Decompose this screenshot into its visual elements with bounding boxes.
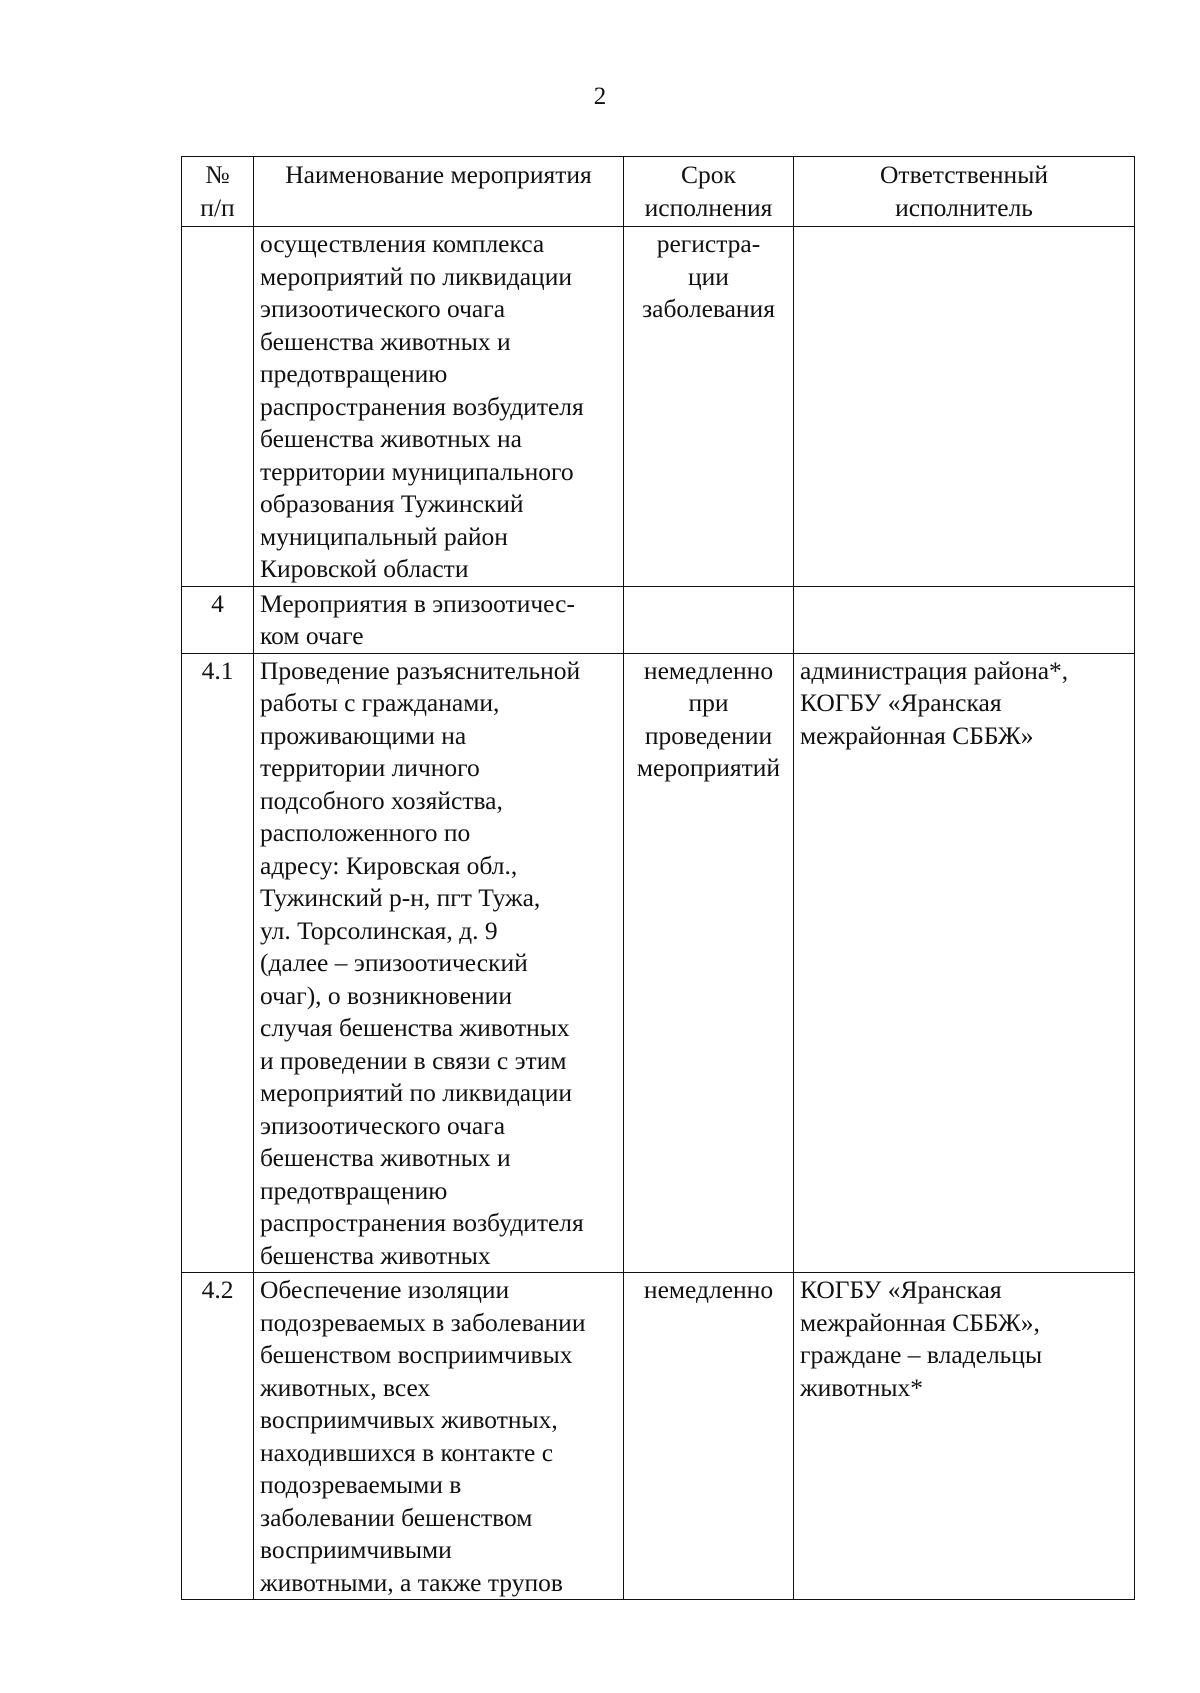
measures-table <box>181 156 1135 1600</box>
cell-text-line: администрация района*, <box>800 655 1069 685</box>
cell-text-line: заболевания <box>642 294 775 323</box>
cell-text-line: граждане – владельцы <box>800 1340 1043 1369</box>
cell-text-line: межрайонная СББЖ» <box>800 720 1034 750</box>
cell-text-line: ул. Торсолинская, д. 9 <box>260 915 498 945</box>
table-row <box>182 586 1135 653</box>
cell-text-line: 4.2 <box>201 1275 234 1304</box>
cell-text-line: животных* <box>800 1372 923 1402</box>
measure-name-cell <box>254 653 624 1273</box>
cell-text-line: эпизоотического очага <box>260 1110 506 1140</box>
cell-text-line: Наименование мероприятия <box>285 160 592 189</box>
cell-text-line: мероприятий по ликвидации <box>260 261 572 291</box>
cell-text-line: проживающими на <box>260 720 467 750</box>
cell-text-line: мероприятий <box>636 753 781 782</box>
cell-text-line: КОГБУ «Яранская <box>800 688 1002 717</box>
header-responsible <box>794 157 1135 227</box>
measure-name-cell <box>254 586 624 653</box>
deadline-cell <box>624 653 794 1273</box>
cell-text-line: (далее – эпизоотический <box>260 948 528 977</box>
cell-text-line: животных, всех <box>260 1372 431 1402</box>
cell-text-line: распространения возбудителя <box>260 1208 584 1237</box>
cell-text-line: животными, а также трупов <box>260 1567 563 1597</box>
cell-text-line: подсобного хозяйства, <box>260 785 503 815</box>
cell-text-line: случая бешенства животных <box>260 1013 570 1042</box>
cell-text-line: немедленно <box>643 1275 774 1304</box>
cell-text-line: регистра- <box>656 229 761 258</box>
cell-text-line: находившихся в контакте с <box>260 1437 554 1467</box>
cell-text-line: бешенства животных и <box>260 1143 511 1172</box>
cell-text-line: эпизоотического очага <box>260 294 506 323</box>
cell-text-line: очаг), о возникновении <box>260 980 512 1010</box>
table-row <box>182 227 1135 587</box>
measure-name-cell <box>254 1273 624 1600</box>
cell-text-line: бешенства животных на <box>260 424 522 453</box>
responsible-cell <box>794 1273 1135 1600</box>
cell-text-line: Обеспечение изоляции <box>260 1275 510 1304</box>
row-number-cell <box>182 1273 254 1600</box>
cell-text-line: бешенством восприимчивых <box>260 1340 573 1369</box>
cell-text-line: бешенства животных и <box>260 326 511 356</box>
table-row <box>182 1273 1135 1600</box>
cell-text-line: КОГБУ «Яранская <box>800 1275 1002 1304</box>
cell-text-line: немедленно <box>643 655 774 685</box>
cell-text-line: исполнения <box>644 192 773 222</box>
cell-text-line: осуществления комплекса <box>260 229 545 258</box>
responsible-cell <box>794 227 1135 587</box>
cell-text-line: Кировской области <box>260 554 469 583</box>
cell-text-line: 4 <box>211 588 224 618</box>
cell-text-line: расположенного по <box>260 818 471 847</box>
page-number: 2 <box>593 83 607 110</box>
cell-text-line: Проведение разъяснительной <box>260 655 581 685</box>
cell-text-line: при <box>688 688 729 717</box>
cell-text-line: бешенства животных <box>260 1240 491 1270</box>
row-number-cell <box>182 653 254 1273</box>
table-row <box>182 653 1135 1273</box>
cell-text-line: и проведении в связи с этим <box>260 1045 567 1075</box>
cell-text-line: исполнитель <box>895 192 1033 222</box>
cell-text-line: работы с гражданами, <box>260 688 500 717</box>
cell-text-line: распространения возбудителя <box>260 391 584 421</box>
cell-text-line: Ответственный <box>880 160 1048 189</box>
cell-text-line: проведении <box>644 720 773 750</box>
cell-text-line: восприимчивыми <box>260 1535 452 1564</box>
cell-text-line: Срок <box>681 160 736 189</box>
cell-text-line: образования Тужинский <box>260 489 524 518</box>
measure-name-cell <box>254 227 624 587</box>
deadline-cell <box>624 1273 794 1600</box>
cell-text-line: подозреваемых в заболевании <box>260 1307 586 1337</box>
cell-text-line: адресу: Кировская обл., <box>260 850 518 880</box>
header-measure-name <box>254 157 624 227</box>
cell-text-line: заболевании бешенством <box>260 1502 533 1532</box>
cell-text-line: п/п <box>200 192 235 222</box>
row-number-cell <box>182 227 254 587</box>
cell-text-line: подозреваемыми в <box>260 1470 462 1499</box>
cell-text-line: муниципальный район <box>260 521 508 551</box>
cell-text-line: Мероприятия в эпизоотичес- <box>260 588 575 618</box>
cell-text-line: предотвращению <box>260 1175 448 1205</box>
responsible-cell <box>794 586 1135 653</box>
responsible-cell <box>794 653 1135 1273</box>
header-deadline <box>624 157 794 227</box>
cell-text-line: мероприятий по ликвидации <box>260 1078 572 1107</box>
cell-text-line: ции <box>688 261 729 291</box>
cell-text-line: ком очаге <box>260 621 364 650</box>
cell-text-line: территории личного <box>260 753 480 782</box>
deadline-cell <box>624 586 794 653</box>
deadline-cell <box>624 227 794 587</box>
cell-text-line: восприимчивых животных, <box>260 1405 558 1434</box>
cell-text-line: 4.1 <box>201 655 234 685</box>
cell-text-line: предотвращению <box>260 359 448 388</box>
cell-text-line: межрайонная СББЖ», <box>800 1307 1040 1337</box>
table-header-row <box>182 157 1135 227</box>
header-number <box>182 157 254 227</box>
row-number-cell <box>182 586 254 653</box>
cell-text-line: № <box>205 160 230 189</box>
cell-text-line: территории муниципального <box>260 456 574 486</box>
cell-text-line: Тужинский р-н, пгт Тужа, <box>260 883 541 912</box>
